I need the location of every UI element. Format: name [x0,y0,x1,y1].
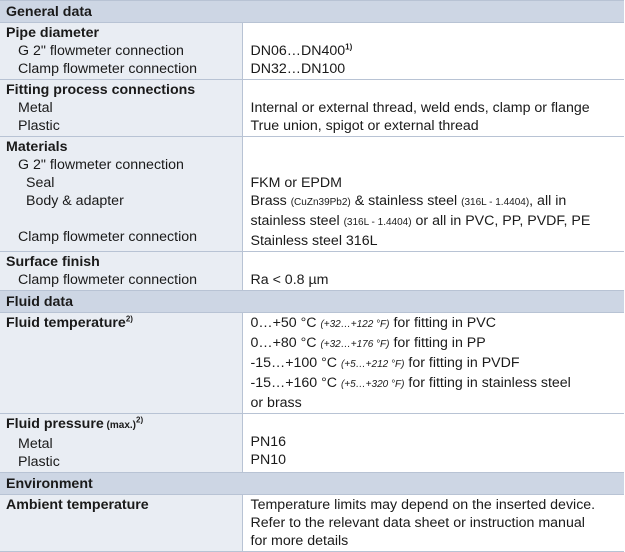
row-materials [0,137,624,252]
value-line: Internal or external thread, weld ends, clamp or flange [250,100,590,116]
row-heading: Materials [6,139,68,155]
sub-label: Plastic [18,118,60,134]
row-surface-finish [0,252,624,291]
section-header-environment [0,473,624,495]
row-label-cell [0,23,242,80]
sub-label: Clamp flowmeter connection [18,229,197,245]
row-heading: Ambient temperature [6,497,149,513]
row-label-cell [0,137,242,252]
section-title: Environment [0,473,624,495]
value-line: stainless steel (316L - 1.4404) or all in PVC, PP, PVDF, PE [250,213,591,229]
sub-label: Metal [18,436,53,452]
sub-label: Clamp flowmeter connection [18,61,197,77]
sub-label: Body & adapter [26,193,124,209]
value-line: True union, spigot or external thread [250,118,479,134]
section-title: Fluid data [0,291,624,313]
footnote-ref: 2) [136,415,144,425]
value-line: -15…+100 °C (+5…+212 °F) for fitting in PVDF [250,355,520,371]
row-value-cell [242,252,624,291]
row-value-cell [242,313,624,414]
row-value-cell [242,495,624,552]
value-line: Brass (CuZn39Pb2) & stainless steel (316L - 1.4404), all in [250,193,567,209]
row-label-cell [0,495,242,552]
sub-label: Seal [26,175,55,191]
row-value-cell [242,23,624,80]
row-label-cell [0,414,242,473]
row-heading: Surface finish [6,254,100,270]
row-ambient-temperature [0,495,624,552]
sub-label: G 2" flowmeter connection [18,157,184,173]
value-line: -15…+160 °C (+5…+320 °F) for fitting in stainless steel [250,375,571,391]
value-line: or brass [250,395,302,411]
value-line: DN32…DN100 [250,61,346,77]
value-line: PN10 [250,452,286,468]
section-header-fluid [0,291,624,313]
sub-label: Metal [18,100,53,116]
row-label-cell [0,313,242,414]
value-line: 0…+50 °C (+32…+122 °F) for fitting in PVC [250,315,496,331]
sub-label: Clamp flowmeter connection [18,272,197,288]
value-line: Temperature limits may depend on the inserted device. [250,497,596,513]
row-heading: Fitting process connections [6,82,196,98]
value-line [251,42,619,60]
footnote-ref: 1) [345,42,353,52]
row-value-cell [242,414,624,473]
value-line: PN16 [250,434,286,450]
row-value-cell [242,137,624,252]
value-line: Refer to the relevant data sheet or instruction manual [250,515,585,531]
section-title: General data [0,1,624,23]
row-fluid-temperature [0,313,624,414]
row-label-cell [0,80,242,137]
row-pipe-diameter [0,23,624,80]
value-line: for more details [250,533,349,549]
row-fitting-connections [0,80,624,137]
row-label-cell [0,252,242,291]
value-line: Stainless steel 316L [250,233,378,249]
value-line: Ra < 0.8 µm [250,272,329,288]
value-line: 0…+80 °C (+32…+176 °F) for fitting in PP [250,335,486,351]
row-value-cell [242,80,624,137]
row-heading: Fluid pressure $(\max.)^{2)}$ [6,415,144,432]
row-heading: Fluid temperature$^{2)}$ [6,314,133,331]
row-heading: Pipe diameter [6,25,100,41]
value-text: DN06…DN400 [250,43,346,59]
section-header-general [0,1,624,23]
sub-label: Plastic [18,454,60,470]
row-fluid-pressure [0,414,624,473]
footnote-ref: 2) [125,314,133,324]
value-line: FKM or EPDM [250,175,342,191]
sub-label: G 2" flowmeter connection [18,43,184,59]
